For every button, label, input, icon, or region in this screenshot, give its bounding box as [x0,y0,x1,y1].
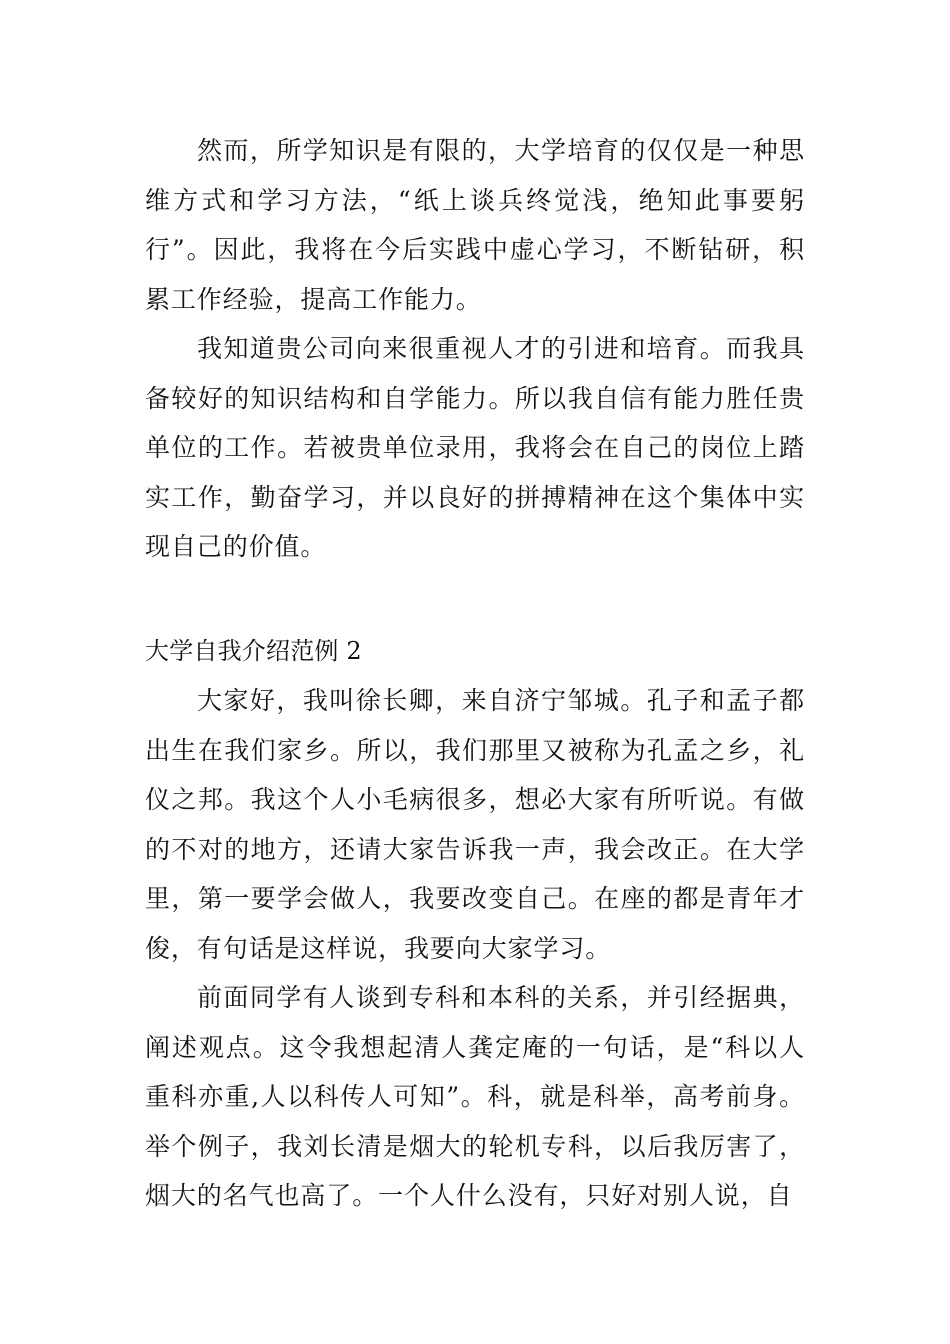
section-heading: 大学自我介绍范例 2 [145,636,362,665]
paragraph-knowledge-limited: 然而，所学知识是有限的，大学培育的仅仅是一种思维方式和学习方法，“纸上谈兵终觉浅，绝知此事要躬行”。因此，我将在今后实践中虚心学习，不断钻研，积累工作经验，提高工作能力。 [145,136,805,314]
paragraph-company-talent: 我知道贵公司向来很重视人才的引进和培育。而我具备较好的知识结构和自学能力。所以我自信有能力胜任贵单位的工作。若被贵单位录用，我将会在自己的岗位上踏实工作，勤奋学习，并以良好的拼搏精神在这个集体中实现自己的价值。 [145,334,805,561]
paragraph-college-discussion: 前面同学有人谈到专科和本科的关系，并引经据典，阐述观点。这令我想起清人龚定庵的一句话，是“科以人重科亦重,人以科传人可知”。科，就是科举，高考前身。举个例子，我刘长清是烟大的轮机专科，以后我厉害了，烟大的名气也高了。一个人什么没有，只好对别人说，自 [145,983,805,1210]
document-body [145,126,805,1221]
paragraph-self-introduction: 大家好，我叫徐长卿，来自济宁邹城。孔子和孟子都出生在我们家乡。所以，我们那里又被称为孔孟之乡，礼仪之邦。我这个人小毛病很多，想必大家有所听说。有做的不对的地方，还请大家告诉我一声，我会改正。在大学里，第一要学会做人，我要改变自己。在座的都是青年才俊，有句话是这样说，我要向大家学习。 [145,686,805,963]
